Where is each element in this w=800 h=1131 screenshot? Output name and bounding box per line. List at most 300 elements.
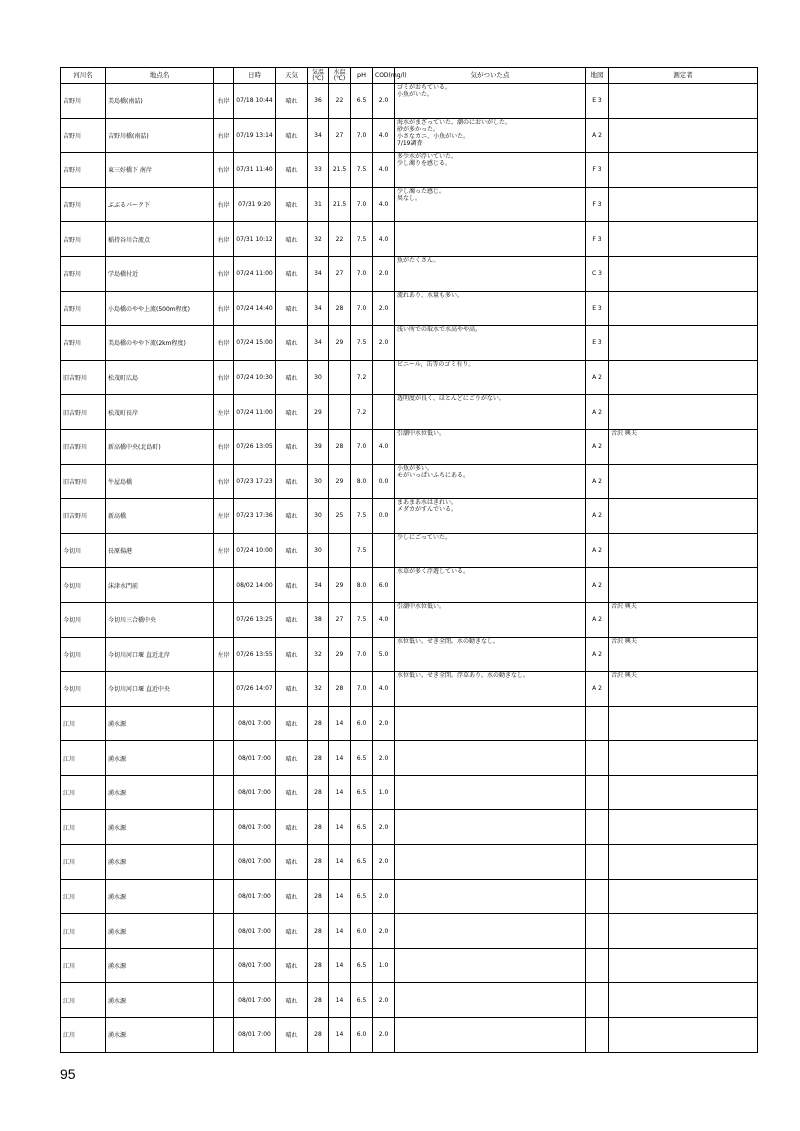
cell-cod: 2.0	[373, 291, 395, 326]
cell-notes: 浅い所での取水で水高やや高。	[395, 326, 586, 361]
cell-weather: 晴れ	[276, 360, 308, 395]
cell-cod: 4.0	[373, 602, 395, 637]
cell-cod: 2.0	[373, 914, 395, 949]
cell-site: 湧水源	[106, 706, 214, 741]
cell-bank	[214, 672, 234, 707]
cell-air-temp: 32	[308, 672, 329, 707]
cell-site: 湧水源	[106, 914, 214, 949]
cell-ph: 7.5	[351, 602, 373, 637]
cell-river: 江川	[61, 983, 106, 1018]
cell-site: 稲持谷川合流点	[106, 222, 214, 257]
cell-map	[586, 983, 609, 1018]
cell-notes	[395, 845, 586, 880]
table-row	[61, 499, 758, 534]
cell-site: 松茂町広島	[106, 360, 214, 395]
cell-measurer	[609, 256, 758, 291]
cell-cod: 2.0	[373, 741, 395, 776]
cell-air-temp: 28	[308, 983, 329, 1018]
cell-water-temp	[329, 533, 351, 568]
cell-water-temp: 29	[329, 326, 351, 361]
table-row	[61, 672, 758, 707]
cell-datetime: 07/24 10:00	[234, 533, 276, 568]
page-number: 95	[60, 1066, 76, 1082]
cell-river: 江川	[61, 845, 106, 880]
cell-weather: 晴れ	[276, 222, 308, 257]
cell-measurer	[609, 326, 758, 361]
cell-weather: 晴れ	[276, 741, 308, 776]
cell-river: 吉野川	[61, 326, 106, 361]
table-row	[61, 360, 758, 395]
cell-bank: 右岸	[214, 222, 234, 257]
cell-notes: 水位低い。せき全閉。水の動きなし。	[395, 637, 586, 672]
cell-bank: 右岸	[214, 118, 234, 153]
cell-ph: 7.5	[351, 326, 373, 361]
cell-river: 吉野川	[61, 187, 106, 222]
cell-measurer	[609, 84, 758, 119]
cell-water-temp: 28	[329, 672, 351, 707]
cell-cod: 4.0	[373, 187, 395, 222]
cell-measurer	[609, 395, 758, 430]
cell-weather: 晴れ	[276, 499, 308, 534]
cell-notes: ビニール、缶等のゴミ有り。	[395, 360, 586, 395]
cell-datetime: 08/01 7:00	[234, 741, 276, 776]
cell-water-temp: 22	[329, 222, 351, 257]
cell-river: 江川	[61, 879, 106, 914]
cell-bank: 左岸	[214, 637, 234, 672]
cell-cod: 0.0	[373, 499, 395, 534]
cell-notes: 海水がまざっていた。潮のにおいがした。 砂が多かった。 小さなカニ、小魚がいた。 7/19調査	[395, 118, 586, 153]
cell-bank	[214, 602, 234, 637]
cell-site: 湧水源	[106, 948, 214, 983]
cell-site: ぶぶるパーク下	[106, 187, 214, 222]
cell-map: E 3	[586, 326, 609, 361]
cell-cod	[373, 533, 395, 568]
cell-water-temp: 14	[329, 706, 351, 741]
cell-site: 新高橋	[106, 499, 214, 534]
table-row	[61, 879, 758, 914]
cell-bank	[214, 914, 234, 949]
cell-map	[586, 706, 609, 741]
cell-datetime: 08/01 7:00	[234, 775, 276, 810]
header-datetime: 日時	[234, 68, 276, 84]
cell-weather: 晴れ	[276, 948, 308, 983]
cell-weather: 晴れ	[276, 326, 308, 361]
cell-river: 江川	[61, 706, 106, 741]
cell-air-temp: 28	[308, 914, 329, 949]
cell-cod: 4.0	[373, 429, 395, 464]
cell-weather: 晴れ	[276, 845, 308, 880]
cell-notes: 少し濁った感じ。 臭なし。	[395, 187, 586, 222]
cell-river: 江川	[61, 741, 106, 776]
cell-bank	[214, 706, 234, 741]
cell-ph: 7.5	[351, 222, 373, 257]
cell-map: A 2	[586, 533, 609, 568]
cell-cod: 5.0	[373, 637, 395, 672]
header-row	[61, 68, 758, 84]
cell-site: 湧水源	[106, 879, 214, 914]
cell-measurer	[609, 948, 758, 983]
cell-measurer	[609, 741, 758, 776]
cell-bank	[214, 568, 234, 603]
table-row	[61, 637, 758, 672]
cell-datetime: 07/26 14:07	[234, 672, 276, 707]
header-river: 河川名	[61, 68, 106, 84]
cell-air-temp: 30	[308, 533, 329, 568]
cell-cod: 2.0	[373, 810, 395, 845]
cell-weather: 晴れ	[276, 291, 308, 326]
cell-river: 吉野川	[61, 222, 106, 257]
cell-air-temp: 28	[308, 948, 329, 983]
cell-measurer	[609, 983, 758, 1018]
cell-river: 旧吉野川	[61, 360, 106, 395]
cell-water-temp: 14	[329, 914, 351, 949]
cell-datetime: 08/01 7:00	[234, 845, 276, 880]
cell-datetime: 08/01 7:00	[234, 983, 276, 1018]
cell-measurer	[609, 879, 758, 914]
cell-bank: 左岸	[214, 395, 234, 430]
table-row	[61, 1018, 758, 1053]
cell-river: 江川	[61, 810, 106, 845]
cell-air-temp: 31	[308, 187, 329, 222]
cell-ph: 6.5	[351, 948, 373, 983]
cell-air-temp: 39	[308, 429, 329, 464]
cell-ph: 7.5	[351, 533, 373, 568]
cell-weather: 晴れ	[276, 1018, 308, 1053]
cell-map	[586, 741, 609, 776]
table-header	[61, 68, 758, 84]
cell-map	[586, 810, 609, 845]
cell-weather: 晴れ	[276, 429, 308, 464]
table-row	[61, 983, 758, 1018]
cell-map: A 2	[586, 602, 609, 637]
cell-weather: 晴れ	[276, 775, 308, 810]
cell-notes: 少しにごっていた。	[395, 533, 586, 568]
cell-map: E 3	[586, 84, 609, 119]
cell-water-temp: 14	[329, 879, 351, 914]
cell-measurer	[609, 706, 758, 741]
cell-weather: 晴れ	[276, 879, 308, 914]
cell-ph: 7.0	[351, 672, 373, 707]
cell-water-temp	[329, 395, 351, 430]
cell-datetime: 08/01 7:00	[234, 706, 276, 741]
table-row	[61, 222, 758, 257]
header-map: 地図	[586, 68, 609, 84]
table-row	[61, 948, 758, 983]
cell-bank: 右岸	[214, 326, 234, 361]
table-row	[61, 775, 758, 810]
cell-bank	[214, 879, 234, 914]
cell-cod: 2.0	[373, 706, 395, 741]
table-row	[61, 326, 758, 361]
cell-notes	[395, 741, 586, 776]
cell-notes: 小魚が多い。 モがいっぱいふちにある。	[395, 464, 586, 499]
cell-ph: 8.0	[351, 464, 373, 499]
cell-air-temp: 34	[308, 256, 329, 291]
cell-air-temp: 30	[308, 464, 329, 499]
header-air-temp: 気温(℃)	[308, 68, 329, 84]
cell-site: 沫津水門前	[106, 568, 214, 603]
cell-bank: 右岸	[214, 187, 234, 222]
cell-weather: 晴れ	[276, 602, 308, 637]
cell-weather: 晴れ	[276, 914, 308, 949]
cell-air-temp: 30	[308, 360, 329, 395]
cell-cod: 2.0	[373, 983, 395, 1018]
cell-datetime: 07/18 10:44	[234, 84, 276, 119]
cell-air-temp: 34	[308, 291, 329, 326]
cell-air-temp: 32	[308, 637, 329, 672]
cell-river: 江川	[61, 948, 106, 983]
cell-ph: 7.2	[351, 360, 373, 395]
table-row	[61, 153, 758, 188]
cell-air-temp: 28	[308, 810, 329, 845]
cell-map: A 2	[586, 360, 609, 395]
cell-notes	[395, 222, 586, 257]
header-cod: COD(mg/l)	[373, 68, 395, 84]
cell-site: 新高橋中央(北島町)	[106, 429, 214, 464]
cell-datetime: 07/19 13:14	[234, 118, 276, 153]
cell-site: 美島橋(南詰)	[106, 84, 214, 119]
cell-weather: 晴れ	[276, 672, 308, 707]
cell-map	[586, 775, 609, 810]
cell-air-temp: 28	[308, 845, 329, 880]
cell-bank: 右岸	[214, 464, 234, 499]
water-survey-table	[60, 67, 758, 1053]
cell-map	[586, 1018, 609, 1053]
header-ph: pH	[351, 68, 373, 84]
cell-cod: 2.0	[373, 879, 395, 914]
cell-bank	[214, 741, 234, 776]
cell-measurer	[609, 810, 758, 845]
table-row	[61, 187, 758, 222]
cell-notes	[395, 1018, 586, 1053]
cell-measurer	[609, 291, 758, 326]
cell-air-temp: 28	[308, 1018, 329, 1053]
cell-measurer: 音沢 興夫	[609, 602, 758, 637]
cell-map	[586, 845, 609, 880]
cell-air-temp: 34	[308, 568, 329, 603]
cell-water-temp: 21.5	[329, 187, 351, 222]
cell-datetime: 08/01 7:00	[234, 1018, 276, 1053]
cell-datetime: 07/24 15:00	[234, 326, 276, 361]
cell-bank: 左岸	[214, 499, 234, 534]
cell-site: 学島橋付近	[106, 256, 214, 291]
cell-bank	[214, 775, 234, 810]
table-body	[61, 84, 758, 1053]
cell-weather: 晴れ	[276, 256, 308, 291]
cell-water-temp: 25	[329, 499, 351, 534]
cell-air-temp: 28	[308, 706, 329, 741]
cell-river: 旧吉野川	[61, 395, 106, 430]
cell-water-temp: 14	[329, 948, 351, 983]
cell-ph: 6.5	[351, 741, 373, 776]
cell-river: 吉野川	[61, 256, 106, 291]
cell-water-temp: 27	[329, 602, 351, 637]
cell-ph: 7.0	[351, 291, 373, 326]
cell-ph: 7.0	[351, 118, 373, 153]
table-row	[61, 914, 758, 949]
cell-measurer: 音沢 興夫	[609, 637, 758, 672]
cell-map: A 2	[586, 429, 609, 464]
cell-water-temp	[329, 360, 351, 395]
cell-datetime: 07/31 11:40	[234, 153, 276, 188]
cell-bank	[214, 983, 234, 1018]
cell-cod: 2.0	[373, 256, 395, 291]
cell-water-temp: 14	[329, 775, 351, 810]
cell-site: 牛屋島橋	[106, 464, 214, 499]
cell-water-temp: 27	[329, 118, 351, 153]
cell-measurer: 音沢 興夫	[609, 429, 758, 464]
cell-site: 東三好橋下 南岸	[106, 153, 214, 188]
table-row	[61, 741, 758, 776]
cell-bank	[214, 810, 234, 845]
cell-ph: 6.5	[351, 879, 373, 914]
cell-site: 湧水源	[106, 845, 214, 880]
cell-weather: 晴れ	[276, 187, 308, 222]
cell-ph: 7.0	[351, 429, 373, 464]
cell-bank: 右岸	[214, 256, 234, 291]
cell-notes	[395, 706, 586, 741]
cell-datetime: 08/01 7:00	[234, 948, 276, 983]
table-row	[61, 118, 758, 153]
cell-river: 江川	[61, 1018, 106, 1053]
table-row	[61, 429, 758, 464]
header-bank	[214, 68, 234, 84]
cell-river: 吉野川	[61, 118, 106, 153]
cell-water-temp: 22	[329, 84, 351, 119]
cell-water-temp: 14	[329, 1018, 351, 1053]
table-row	[61, 464, 758, 499]
cell-water-temp: 28	[329, 429, 351, 464]
cell-air-temp: 36	[308, 84, 329, 119]
cell-measurer	[609, 499, 758, 534]
cell-river: 今切川	[61, 672, 106, 707]
cell-notes: ゴミがおちている。 小魚がいた。	[395, 84, 586, 119]
cell-notes: 水位低い。せき全閉。浮草あり。水の動きなし。	[395, 672, 586, 707]
cell-air-temp: 28	[308, 741, 329, 776]
cell-water-temp: 29	[329, 568, 351, 603]
cell-bank: 右岸	[214, 291, 234, 326]
cell-cod: 2.0	[373, 845, 395, 880]
cell-measurer: 音沢 興夫	[609, 672, 758, 707]
cell-weather: 晴れ	[276, 706, 308, 741]
cell-ph: 6.5	[351, 775, 373, 810]
cell-ph: 7.5	[351, 499, 373, 534]
table-row	[61, 395, 758, 430]
cell-site: 美島橋のやや下流(2km程度)	[106, 326, 214, 361]
cell-site: 今切川河口堰 直近北岸	[106, 637, 214, 672]
cell-cod	[373, 360, 395, 395]
table-row	[61, 84, 758, 119]
cell-map: A 2	[586, 464, 609, 499]
cell-map: F 3	[586, 153, 609, 188]
cell-bank	[214, 948, 234, 983]
table-row	[61, 602, 758, 637]
cell-map: E 3	[586, 291, 609, 326]
cell-weather: 晴れ	[276, 983, 308, 1018]
cell-map: A 2	[586, 499, 609, 534]
cell-ph: 7.2	[351, 395, 373, 430]
cell-map: A 2	[586, 118, 609, 153]
cell-water-temp: 21.5	[329, 153, 351, 188]
header-water-temp: 水温(℃)	[329, 68, 351, 84]
cell-datetime: 07/23 17:23	[234, 464, 276, 499]
cell-cod: 4.0	[373, 672, 395, 707]
cell-measurer	[609, 775, 758, 810]
cell-river: 今切川	[61, 602, 106, 637]
cell-bank	[214, 845, 234, 880]
cell-bank: 右岸	[214, 429, 234, 464]
cell-notes	[395, 810, 586, 845]
cell-measurer	[609, 187, 758, 222]
cell-cod: 4.0	[373, 118, 395, 153]
cell-notes	[395, 914, 586, 949]
cell-weather: 晴れ	[276, 153, 308, 188]
cell-bank: 左岸	[214, 533, 234, 568]
cell-water-temp: 27	[329, 256, 351, 291]
cell-weather: 晴れ	[276, 810, 308, 845]
cell-measurer	[609, 464, 758, 499]
header-site: 地点名	[106, 68, 214, 84]
cell-measurer	[609, 153, 758, 188]
cell-river: 今切川	[61, 533, 106, 568]
cell-datetime: 08/01 7:00	[234, 810, 276, 845]
cell-cod: 1.0	[373, 775, 395, 810]
cell-ph: 7.0	[351, 637, 373, 672]
cell-notes: 水草が多く浮遊している。	[395, 568, 586, 603]
cell-notes	[395, 775, 586, 810]
cell-ph: 6.5	[351, 845, 373, 880]
table-row	[61, 291, 758, 326]
table-row	[61, 810, 758, 845]
cell-map: A 2	[586, 637, 609, 672]
cell-notes: 流れあり、水量も多い。	[395, 291, 586, 326]
cell-datetime: 07/24 10:30	[234, 360, 276, 395]
cell-weather: 晴れ	[276, 637, 308, 672]
cell-ph: 6.5	[351, 84, 373, 119]
cell-cod: 1.0	[373, 948, 395, 983]
cell-datetime: 08/01 7:00	[234, 879, 276, 914]
cell-cod: 2.0	[373, 84, 395, 119]
cell-site: 湧水源	[106, 983, 214, 1018]
cell-river: 旧吉野川	[61, 464, 106, 499]
cell-air-temp: 28	[308, 879, 329, 914]
cell-map: A 2	[586, 672, 609, 707]
cell-notes: まあまあ水はきれい。 メダカがすんでいる。	[395, 499, 586, 534]
cell-map: F 3	[586, 222, 609, 257]
cell-measurer	[609, 914, 758, 949]
cell-air-temp: 30	[308, 499, 329, 534]
cell-river: 旧吉野川	[61, 429, 106, 464]
cell-site: 長原揚港	[106, 533, 214, 568]
cell-site: 湧水源	[106, 1018, 214, 1053]
cell-cod: 6.0	[373, 568, 395, 603]
cell-cod: 0.0	[373, 464, 395, 499]
table-row	[61, 706, 758, 741]
cell-measurer	[609, 222, 758, 257]
cell-datetime: 07/26 13:25	[234, 602, 276, 637]
cell-ph: 6.0	[351, 1018, 373, 1053]
cell-site: 今切川三合橋中央	[106, 602, 214, 637]
cell-water-temp: 14	[329, 845, 351, 880]
cell-cod: 4.0	[373, 153, 395, 188]
cell-bank: 右岸	[214, 360, 234, 395]
cell-site: 湧水源	[106, 775, 214, 810]
cell-weather: 晴れ	[276, 568, 308, 603]
cell-weather: 晴れ	[276, 118, 308, 153]
cell-river: 吉野川	[61, 291, 106, 326]
cell-notes	[395, 948, 586, 983]
cell-map: A 2	[586, 395, 609, 430]
